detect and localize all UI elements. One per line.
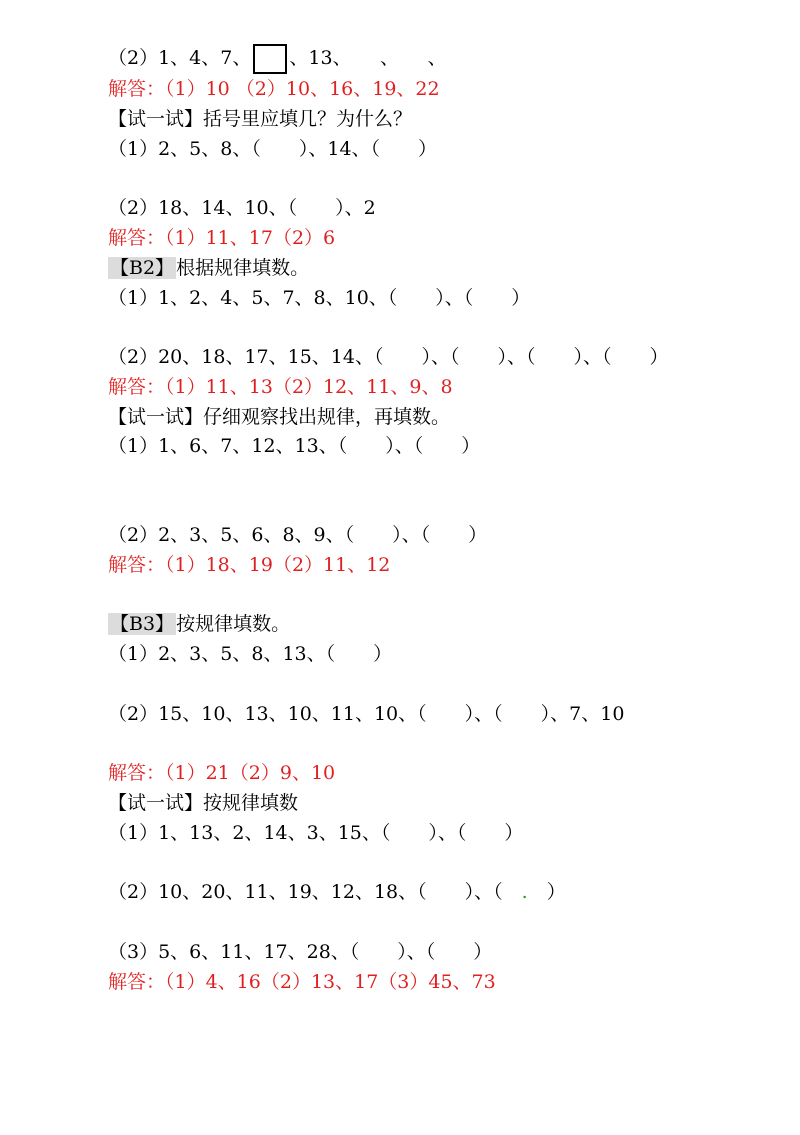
b3-heading xyxy=(108,611,290,637)
seq-2-start: （2）1、4、7、 xyxy=(108,47,252,69)
answer-1: 解答：（1）10 （2）10、16、19、22 xyxy=(108,78,440,100)
b2-text: 根据规律填数。 xyxy=(176,257,310,279)
try-3-q2-blank: . xyxy=(502,881,547,903)
try-3-q1: （1）1、13、2、14、3、15、（ ）、（ ） xyxy=(108,822,524,844)
try-2-tag: 【试一试】 xyxy=(108,406,204,428)
seq-2-line xyxy=(108,44,447,74)
seq-2-end: 、13、 、 、 xyxy=(289,47,447,69)
b3-text: 按规律填数。 xyxy=(176,613,291,635)
try-2-q1 xyxy=(108,433,480,459)
try-2-q1-end: ）、（ ） xyxy=(385,435,481,457)
try-2-q1-blank xyxy=(347,435,385,457)
try-1-q2: （2）18、14、10、（ ）、2 xyxy=(108,197,376,219)
try-3-tag: 【试一试】 xyxy=(108,792,204,814)
try-2-heading xyxy=(108,404,450,430)
b3-q2: （2）15、10、13、10、11、10、（ ）、（ ）、7、10 xyxy=(108,703,625,725)
b2-q1: （1）1、2、4、5、7、8、10、（ ）、（ ） xyxy=(108,287,531,309)
answer-2: 解答：（1）11、17（2）6 xyxy=(108,227,336,249)
try-1-tag: 【试一试】 xyxy=(108,108,204,130)
try-1-q1: （1）2、5、8、（ ）、14、（ ） xyxy=(108,138,438,160)
try-3-text: 按规律填数 xyxy=(203,792,299,814)
b2-heading xyxy=(108,255,309,281)
try-3-q2-start: （2）10、20、11、19、12、18、（ ）、（ xyxy=(108,881,503,903)
try-1-text: 括号里应填几？为什么？ xyxy=(203,108,413,130)
answer-5: 解答：（1）21（2）9、10 xyxy=(108,762,336,784)
try-2-q1-start: （1）1、6、7、12、13、（ xyxy=(108,435,348,457)
answer-3: 解答：（1）11、13（2）12、11、9、8 xyxy=(108,376,453,398)
try-3-heading xyxy=(108,790,298,816)
try-3-q2 xyxy=(108,879,566,905)
b3-q1: （1）2、3、5、8、13、（ ） xyxy=(108,643,393,665)
try-3-q2-end: ） xyxy=(546,881,566,903)
b2-q2: （2）20、18、17、15、14、（ ）、（ ）、（ ）、（ ） xyxy=(108,346,669,368)
answer-6: 解答：（1）4、16（2）13、17（3）45、73 xyxy=(108,971,496,993)
try-1-heading xyxy=(108,106,412,132)
try-3-q3: （3）5、6、11、17、28、（ ）、（ ） xyxy=(108,941,493,963)
b3-tag: 【B3】 xyxy=(110,613,175,635)
answer-4: 解答：（1）18、19（2）11、12 xyxy=(108,554,391,576)
answer-box[interactable] xyxy=(253,44,287,74)
try-2-text: 仔细观察找出规律，再填数。 xyxy=(203,406,451,428)
try-2-q2: （2）2、3、5、6、8、9、（ ）、（ ） xyxy=(108,524,488,546)
b2-tag: 【B2】 xyxy=(110,257,175,279)
